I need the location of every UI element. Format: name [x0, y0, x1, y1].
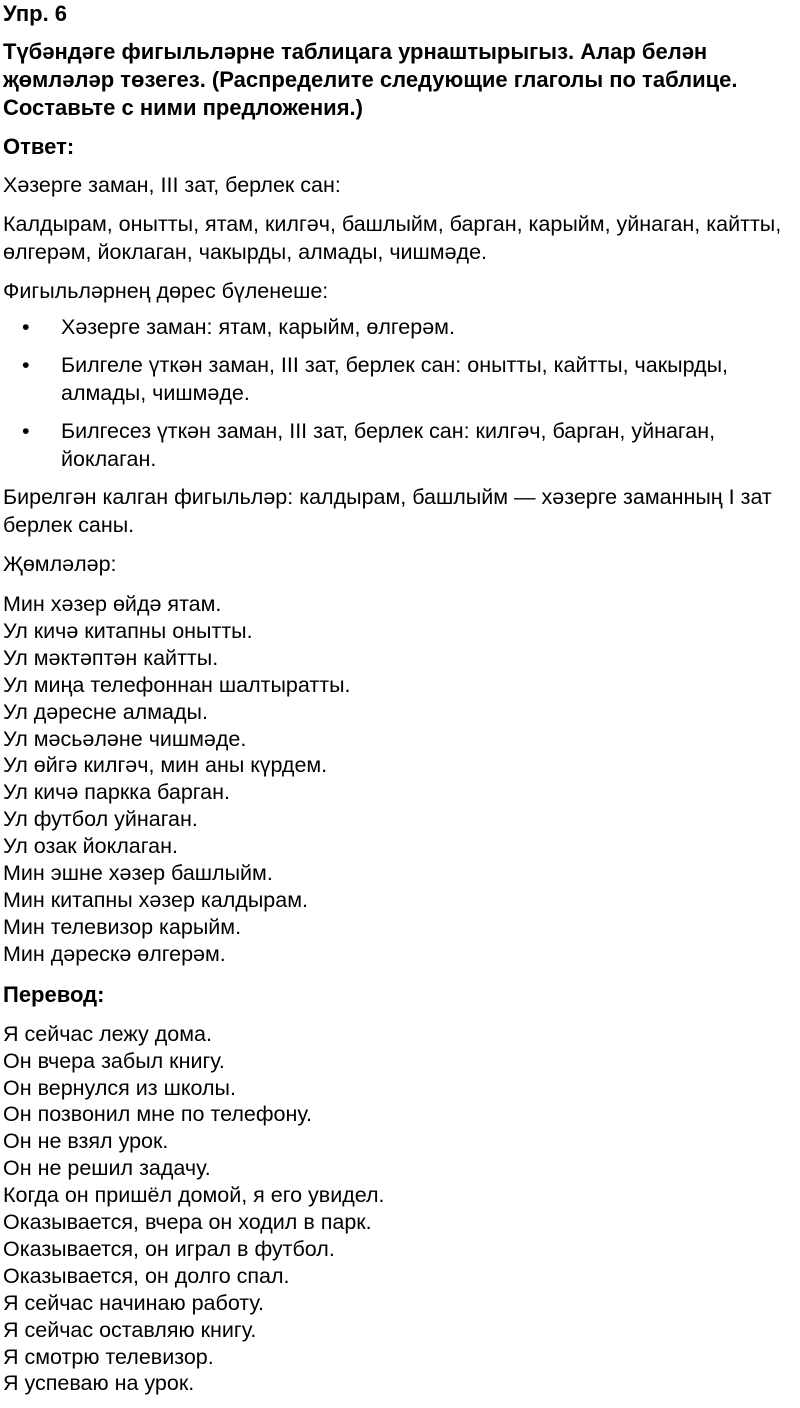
- list-item: [3, 417, 797, 473]
- translation-line: Он не взял урок.: [3, 1129, 169, 1154]
- translation-line: Оказывается, вчера он ходил в парк.: [3, 1210, 372, 1235]
- list-item-text: Хәзерге заман: ятам, карыйм, өлгерәм.: [61, 315, 455, 339]
- sentence: Ул кичә паркка барган.: [3, 780, 230, 805]
- exercise-task: Түбәндәге фигыльләрне таблицага урнаштырыгыз. Алар белән җөмләләр төзегез. (Распределите следующие глаголы по таблице. Составьте с ними предложения.): [3, 39, 738, 120]
- exercise-page: [3, 0, 797, 1397]
- translation-line: Я смотрю телевизор.: [3, 1344, 214, 1369]
- bullet-icon: •: [22, 315, 30, 339]
- sentence: Мин телевизор карыйм.: [3, 914, 242, 939]
- sentence: Ул футбол уйнаган.: [3, 807, 198, 832]
- sentence: Ул мәктәптән кайтты.: [3, 645, 219, 670]
- distribution-label: Фигыльләрнең дөрес бүленеше:: [3, 279, 329, 303]
- translation-line: Он вернулся из школы.: [3, 1075, 236, 1100]
- translation-line: Я успеваю на урок.: [3, 1371, 195, 1396]
- sentence: Ул өйгә килгәч, мин аны күрдем.: [3, 753, 328, 778]
- translation-line: Я сейчас начинаю работу.: [3, 1290, 264, 1315]
- translation-line: Он не решил задачу.: [3, 1156, 211, 1181]
- translation-line: Когда он пришёл домой, я его увидел.: [3, 1183, 385, 1208]
- russian-translations: [3, 1021, 797, 1398]
- translation-line: Оказывается, он играл в футбол.: [3, 1236, 335, 1261]
- bullet-icon: •: [22, 419, 30, 443]
- translation-heading: Перевод:: [3, 981, 105, 1007]
- list-item-text: Билгесез үткән заман, III зат, берлек сан: килгәч, барган, уйнаган, йоклаган.: [61, 419, 716, 471]
- answer-intro: Хәзерге заман, III зат, берлек сан:: [3, 173, 341, 197]
- translation-line: Я сейчас лежу дома.: [3, 1021, 212, 1046]
- sentence: Мин хәзер өйдә ятам.: [3, 592, 222, 616]
- sentence: Мин дәрескә өлгерәм.: [3, 941, 226, 966]
- verb-list: Калдырам, онытты, ятам, килгәч, башлыйм, барган, карыйм, уйнаган, кайтты, өлгерәм, йоклаган, чакырды, алмады, чишмәде.: [3, 212, 782, 264]
- sentence: Мин эшне хәзер башлыйм.: [3, 861, 273, 886]
- tatar-sentences: [3, 591, 797, 968]
- bullet-icon: •: [22, 353, 30, 377]
- sentence: Ул мәсьәләне чишмәде.: [3, 726, 247, 751]
- sentence: Ул миңа телефоннан шалтыратты.: [3, 672, 351, 697]
- translation-line: Я сейчас оставляю книгу.: [3, 1317, 257, 1342]
- translation-line: Он вчера забыл книгу.: [3, 1048, 225, 1073]
- sentence: Ул озак йоклаган.: [3, 834, 178, 859]
- remaining-verbs: Бирелгән калган фигыльләр: калдырам, башлыйм — хәзерге заманның I зат берлек саны.: [3, 485, 772, 537]
- translation-line: Оказывается, он долго спал.: [3, 1263, 290, 1288]
- list-item: [3, 351, 797, 407]
- list-item: [3, 313, 797, 341]
- sentences-label: Җөмләләр:: [3, 552, 117, 576]
- translation-line: Он позвонил мне по телефону.: [3, 1102, 312, 1127]
- exercise-title: Упр. 6: [3, 1, 68, 26]
- distribution-list: [3, 313, 797, 473]
- sentence: Мин китапны хәзер калдырам.: [3, 887, 308, 912]
- sentence: Ул кичә китапны онытты.: [3, 618, 253, 643]
- answer-heading: Ответ:: [3, 134, 75, 159]
- list-item-text: Билгеле үткән заман, III зат, берлек сан: онытты, кайтты, чакырды, алмады, чишмәде.: [61, 353, 729, 405]
- sentence: Ул дәресне алмады.: [3, 699, 208, 724]
